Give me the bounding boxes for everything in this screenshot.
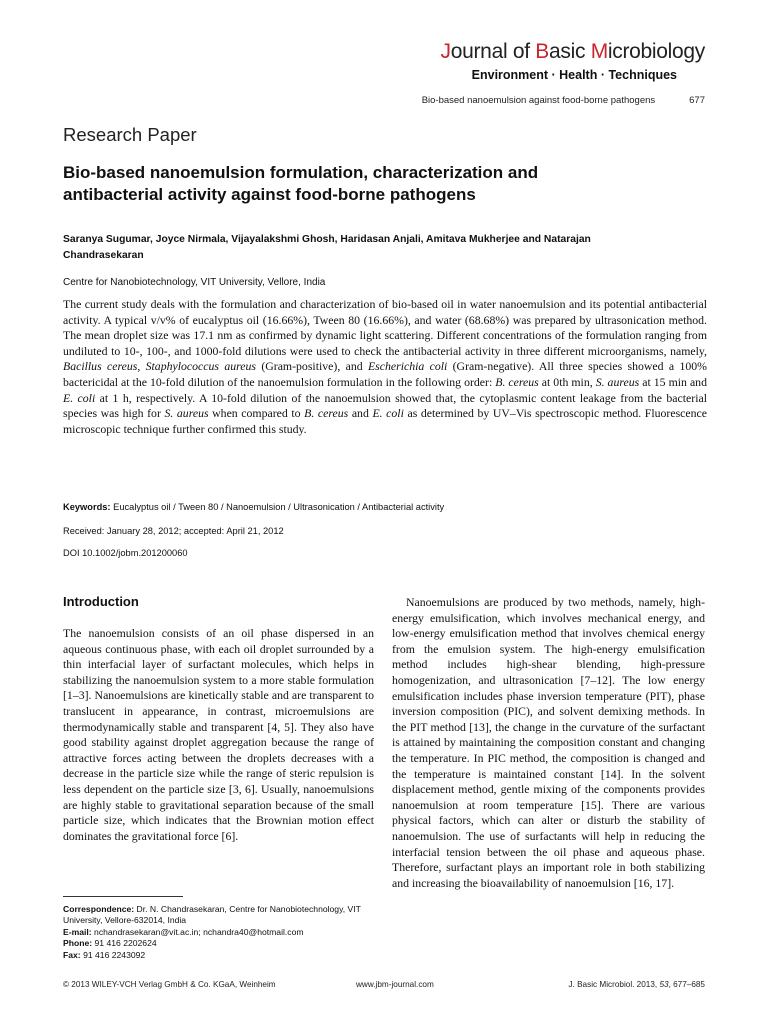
keywords — [63, 502, 444, 512]
abstract — [63, 297, 707, 437]
abstract-species-name: S. aureus — [595, 374, 640, 389]
abstract-species-name: B. cereus — [304, 406, 349, 421]
fax-label: Fax: — [63, 949, 81, 960]
citation-prefix: J. Basic Microbiol. 2013, — [568, 980, 660, 989]
abstract-text-segment: at 1 h, respectively. A 10-fold dilution of the nanoemulsion showed that, the cytoplasmic content leakage from the bacterial species was high for — [63, 390, 708, 421]
email-address[interactable]: nchandrasekaran@vit.ac.in; nchandra40@hotmail.com — [94, 926, 304, 937]
body-paragraph-right: Nanoemulsions are produced by two methods, namely, high-energy emulsification, which involves mechanical energy, and low-energy emulsification method that involves chemical energy from the emulsion system. The high-energy emulsification method includes high-shear blending, high-pressure homogenization, and ultrasonication [7–12]. The low energy emulsification includes phase inversion temperature (PIT), phase inversion composition (PIC), and solvent demixing methods. In the PIT method [13], the change in the curvature of the surfactant is attained by maintaining the composition constant and changing the temperature. In PIC method, the composition is changed and the temperature is maintained constant [14]. In the solvent displacement method, gentle mixing of the components provides nanoemulsion at room temperature [15]. There are various physical factors, which can alter or disturb the stability of nanoemulsion. The use of surfactants will help in reducing the interfacial tension between the oil phase and aqueous phase. Therefore, surfactant plays an important role in both stabilizing and increasing the bioavailability of nanoemulsion [16, 17]. — [392, 595, 705, 890]
body-paragraph-left: The nanoemulsion consists of an oil phase dispersed in an aqueous continuous phase, with each oil droplet surrounded by a thin interfacial layer of surfactant molecules, which helps in stabilizing the nanoemulsion system to a more stable formulation [1–3]. Nanoemulsions are kinetically stable and are transparent to translucent in appearance, in contrast, microemulsions are thermodynamically stable and transparent [4, 5]. They also have good stability against droplet aggregation because the range of attractive forces acting between the droplets decreases with a decrease in the particle size while the range of steric repulsion is less dependent on the particle size [3, 6]. Usually, nanoemulsions are highly stable to gravitational separation because of the small particle size, which indicates that the Brownian motion effect dominates the gravitational force [6]. — [63, 626, 374, 843]
journal-tagline: Environment · Health · Techniques — [471, 68, 677, 82]
journal-title-part: icrobiology — [607, 40, 705, 63]
abstract-species-name: B. cereus — [495, 374, 539, 389]
abstract-species-name: E. coli — [372, 406, 404, 421]
journal-title — [441, 40, 705, 64]
abstract-text-segment: and — [348, 406, 373, 421]
fax-number: 91 416 2243092 — [83, 949, 146, 960]
journal-title-initial-j: J — [440, 40, 451, 63]
journal-title-initial-m: M — [590, 40, 608, 63]
footer-copyright: © 2013 WILEY-VCH Verlag GmbH & Co. KGaA, Weinheim — [63, 980, 276, 989]
author-list: Saranya Sugumar, Joyce Nirmala, Vijayalakshmi Ghosh, Haridasan Anjali, Amitava Mukherjee and Natarajan Chandrasekaran — [63, 234, 591, 261]
abstract-text-segment: at 15 min and — [639, 374, 707, 389]
keywords-label: Keywords: — [63, 502, 111, 512]
footer-journal-link[interactable]: www.jbm-journal.com — [356, 980, 434, 989]
abstract-text-segment: The current study deals with the formulation and characterization of bio-based oil in water nanoemulsion and its potential antibacterial activity. A typical v/v% of eucalyptus oil (16.66%), Tween 80 (16.66%), and water (68.68%) was prepared by ultrasonication method. The mean droplet size was 17.1 nm as confirmed by dynamic light scattering. Different concentrations of the formulation ranging from undiluted to 10-, 100-, and 1000-fold dilutions were used to check the antibacterial activity in three different microorganisms, namely, — [63, 297, 707, 358]
running-head — [385, 95, 705, 106]
abstract-species-name: Escherichia coli — [367, 359, 448, 374]
abstract-species-name: E. coli — [63, 390, 96, 405]
abstract-text-segment: , — [137, 359, 146, 374]
citation-pages: , 677–685 — [668, 980, 705, 989]
correspondence-label: Correspondence: — [63, 904, 135, 914]
journal-title-part: ournal of — [450, 40, 536, 63]
abstract-species-name: S. aureus — [164, 406, 209, 421]
affiliation: Centre for Nanobiotechnology, VIT University, Vellore, India — [63, 277, 326, 288]
abstract-text-segment: (Gram-negative). All three species showed a 100% bactericidal at the 10-fold dilution of the nanoemulsion formulation in the following order: — [63, 359, 707, 389]
keywords-text: Eucalyptus oil / Tween 80 / Nanoemulsion / Ultrasonication / Antibacterial activity — [113, 502, 445, 512]
article-type: Research Paper — [63, 124, 197, 145]
article-title: Bio-based nanoemulsion formulation, characterization and antibacterial activity against food-borne pathogens — [63, 163, 539, 204]
received-dates: Received: January 28, 2012; accepted: April 21, 2012 — [63, 526, 284, 536]
phone-number: 91 416 2202624 — [94, 938, 157, 949]
footer-citation — [568, 980, 705, 989]
footnote-divider — [63, 896, 183, 897]
email-label: E-mail: — [63, 926, 92, 937]
abstract-text-segment: at 0th min, — [538, 374, 596, 389]
correspondence-footnote — [63, 904, 378, 961]
journal-title-initial-b: B — [535, 40, 550, 63]
abstract-text-segment: (Gram-positive), and — [256, 359, 368, 374]
citation-volume: 53 — [659, 980, 669, 989]
abstract-species-name: Bacillus cereus — [63, 359, 138, 374]
phone-label: Phone: — [63, 938, 93, 949]
correspondence-text: Dr. N. Chandrasekaran, Centre for Nanobiotechnology, VIT University, Vellore-632014, India — [63, 904, 361, 926]
abstract-text-segment: as determined by UV–Vis spectroscopic method. Fluorescence microscopic technique further confirmed this study. — [63, 406, 708, 436]
abstract-text-segment: when compared to — [208, 406, 305, 421]
section-heading-introduction: Introduction — [63, 594, 139, 609]
page-number: 677 — [689, 95, 705, 106]
running-head-title: Bio-based nanoemulsion against food-borne pathogens — [421, 95, 656, 106]
doi: DOI 10.1002/jobm.201200060 — [63, 548, 188, 558]
abstract-species-name: Staphylococcus aureus — [145, 359, 256, 374]
journal-title-part: asic — [549, 40, 591, 63]
